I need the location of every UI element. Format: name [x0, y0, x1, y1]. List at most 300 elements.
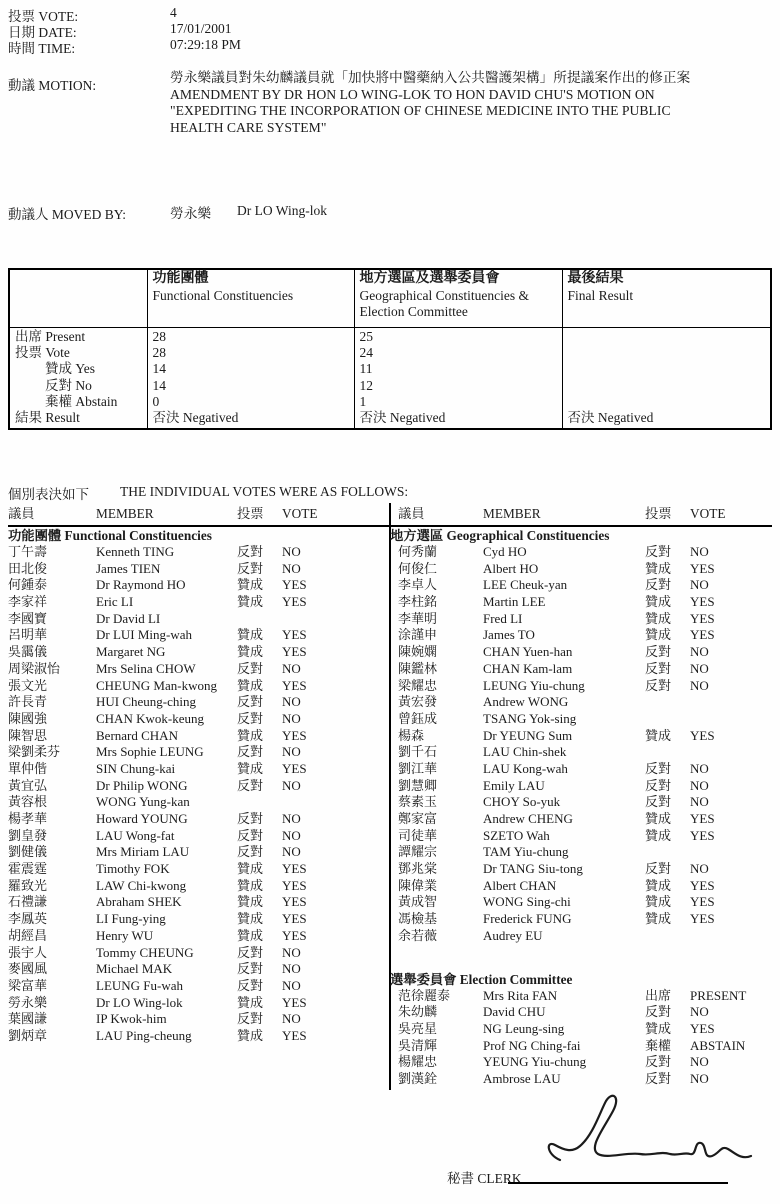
summary-gc-value: 1 — [359, 393, 367, 409]
header-member-en: MEMBER — [96, 506, 154, 521]
member-row — [8, 911, 389, 928]
member-name-cn: 吳亮星 — [398, 1020, 438, 1036]
vote-value-en: NO — [282, 844, 301, 860]
member-row — [8, 561, 389, 578]
sections-right — [390, 527, 772, 1088]
member-row — [390, 1071, 772, 1088]
vote-value-en: NO — [690, 861, 709, 877]
member-name-cn: 吳靄儀 — [8, 644, 48, 660]
member-name-en: CHAN Yuen-han — [483, 644, 573, 660]
vote-value-cn: 反對 — [237, 777, 264, 793]
header-member-cn: 議員 — [398, 506, 425, 521]
member-name-cn: 霍震霆 — [8, 861, 48, 877]
member-name-cn: 鄭家富 — [398, 811, 438, 826]
vote-value-en: NO — [690, 777, 709, 793]
member-name-en: Eric LI — [96, 594, 134, 610]
member-name-en: LAW Chi-kwong — [96, 877, 187, 893]
vote-value-cn: 棄權 — [645, 1037, 672, 1053]
vote-value-cn: 贊成 — [645, 911, 672, 927]
vote-value-cn: 贊成 — [645, 627, 672, 643]
member-row — [8, 961, 389, 978]
summary-fc-value: 否決 Negatived — [152, 409, 239, 425]
vote-value-en: NO — [690, 544, 709, 559]
summary-final-value — [568, 345, 766, 361]
vote-value-cn: 反對 — [237, 844, 264, 860]
vote-value-cn: 反對 — [237, 944, 264, 960]
member-name-cn: 范徐麗泰 — [398, 987, 451, 1003]
member-name-cn: 李家祥 — [8, 594, 48, 610]
individual-intro-en: THE INDIVIDUAL VOTES WERE AS FOLLOWS: — [120, 484, 409, 499]
member-name-en: Audrey EU — [483, 927, 543, 943]
vote-value-en: YES — [282, 644, 307, 660]
motion-line: "EXPEDITING THE INCORPORATION OF CHINESE MEDICINE INTO THE PUBLIC — [170, 103, 671, 119]
member-row — [390, 1054, 772, 1071]
member-row — [390, 988, 772, 1005]
member-name-cn: 涂謹申 — [398, 627, 438, 643]
member-name-en: Frederick FUNG — [483, 911, 572, 927]
summary-gc-value: 12 — [359, 377, 373, 393]
member-name-en: Howard YOUNG — [96, 811, 188, 826]
member-row — [8, 627, 389, 644]
member-row — [8, 644, 389, 661]
vote-value-cn: 贊成 — [237, 627, 264, 643]
member-name-cn: 石禮謙 — [8, 894, 48, 910]
member-name-cn: 梁劉柔芬 — [8, 744, 61, 760]
clerk-label: 秘書 CLERK — [447, 1171, 522, 1186]
vote-value-en: NO — [690, 660, 709, 676]
member-name-en: LEUNG Fu-wah — [96, 977, 184, 993]
member-name-cn: 許長青 — [8, 694, 48, 710]
vote-value-cn: 反對 — [237, 1011, 264, 1027]
member-name-cn: 劉江華 — [398, 760, 438, 776]
summary-final-value — [568, 378, 766, 394]
member-name-cn: 羅致光 — [8, 877, 48, 893]
member-name-cn: 周梁淑怡 — [8, 660, 61, 676]
clerk-signature-line — [508, 1166, 728, 1184]
summary-fc-value: 28 — [152, 345, 166, 361]
summary-header-empty — [9, 269, 147, 328]
vote-value-en: NO — [690, 1004, 709, 1020]
member-name-en: CHAN Kwok-keung — [96, 710, 204, 726]
motion-line: HEALTH CARE SYSTEM" — [170, 119, 327, 135]
summary-header-gc-cn: 地方選區及選舉委員會 — [359, 271, 500, 286]
vote-value-cn: 反對 — [237, 544, 264, 559]
vote-value-en: YES — [690, 610, 715, 626]
member-name-en: Cyd HO — [483, 544, 527, 559]
list-header-left — [8, 505, 389, 527]
vote-value-cn: 反對 — [645, 1054, 672, 1070]
member-name-cn: 田北俊 — [8, 560, 48, 576]
vote-value-cn: 贊成 — [237, 927, 264, 943]
member-name-cn: 胡經昌 — [8, 927, 48, 943]
member-name-cn: 張宇人 — [8, 944, 48, 960]
member-row — [8, 928, 389, 945]
member-name-cn: 楊森 — [398, 727, 425, 743]
member-name-cn: 陳智思 — [8, 727, 48, 743]
vote-value-en: YES — [282, 594, 307, 610]
moved-by-name-cn: 勞永樂 — [170, 206, 212, 221]
member-row — [8, 694, 389, 711]
vote-value-en: NO — [282, 811, 301, 826]
member-name-en: CHOY So-yuk — [483, 794, 561, 810]
time-row — [8, 37, 241, 56]
vote-value-en: YES — [690, 827, 715, 843]
summary-gc-value: 否決 Negatived — [359, 409, 446, 425]
summary-row-label: 結果 Result — [15, 409, 80, 425]
vote-value-cn: 贊成 — [645, 827, 672, 843]
vote-value-en: YES — [282, 911, 307, 927]
vote-value-cn: 反對 — [237, 961, 264, 977]
vote-value-en: NO — [690, 577, 709, 593]
motion-text — [170, 70, 776, 136]
member-name-en: Mrs Rita FAN — [483, 987, 558, 1003]
vote-value-cn: 贊成 — [237, 861, 264, 877]
summary-labels-cell — [9, 328, 147, 430]
member-name-cn: 勞永樂 — [8, 994, 48, 1010]
vote-value-cn: 反對 — [645, 760, 672, 776]
member-name-en: LAU Ping-cheung — [96, 1027, 192, 1043]
member-row — [390, 1004, 772, 1021]
member-name-cn: 丁午壽 — [8, 544, 48, 559]
member-row — [8, 744, 389, 761]
vote-value-cn: 贊成 — [237, 877, 264, 893]
member-name-en: Bernard CHAN — [96, 727, 178, 743]
summary-fc-value: 14 — [152, 361, 166, 377]
vote-value-en: NO — [282, 977, 301, 993]
summary-gc-cell — [354, 328, 562, 430]
vote-value-cn: 贊成 — [237, 644, 264, 660]
votes-column-left — [8, 505, 389, 1045]
member-name-en: LEUNG Yiu-chung — [483, 677, 585, 693]
member-name-en: James TIEN — [96, 560, 161, 576]
vote-value-cn: 反對 — [237, 694, 264, 710]
vote-value-en: YES — [690, 894, 715, 910]
motion-line: AMENDMENT BY DR HON LO WING-LOK TO HON DAVID CHU'S MOTION ON — [170, 86, 655, 102]
member-row — [390, 661, 772, 678]
member-row — [8, 828, 389, 845]
member-name-en: Mrs Selina CHOW — [96, 660, 196, 676]
member-name-cn: 李國寶 — [8, 610, 48, 626]
summary-gc-value: 24 — [359, 345, 373, 361]
vote-value-en: YES — [690, 911, 715, 927]
vote-value-en: YES — [282, 994, 307, 1010]
member-name-en: Kenneth TING — [96, 544, 175, 559]
vote-value-en: YES — [282, 677, 307, 693]
summary-fc-value: 14 — [152, 377, 166, 393]
vote-value-cn: 贊成 — [237, 727, 264, 743]
member-name-cn: 曾鈺成 — [398, 710, 438, 726]
member-row — [390, 627, 772, 644]
vote-value-en: YES — [282, 627, 307, 643]
summary-header-final-en: Final Result — [567, 287, 634, 303]
vote-value-cn: 反對 — [237, 560, 264, 576]
member-name-cn: 楊耀忠 — [398, 1054, 438, 1070]
summary-row-label: 投票 Vote — [15, 345, 70, 361]
member-name-cn: 馮檢基 — [398, 911, 438, 927]
member-name-cn: 何鍾泰 — [8, 577, 48, 593]
member-row — [390, 728, 772, 745]
member-row — [390, 794, 772, 811]
member-name-en: WONG Sing-chi — [483, 894, 571, 910]
member-name-en: TAM Yiu-chung — [483, 844, 569, 860]
member-row — [8, 761, 389, 778]
vote-value-en: YES — [690, 1020, 715, 1036]
member-name-en: CHAN Kam-lam — [483, 660, 573, 676]
member-name-en: LAU Chin-shek — [483, 744, 567, 760]
member-name-en: CHEUNG Man-kwong — [96, 677, 217, 693]
time-value: 07:29:18 PM — [170, 37, 241, 52]
vote-value-cn: 反對 — [645, 861, 672, 877]
vote-value-en: YES — [282, 727, 307, 743]
member-name-cn: 麥國風 — [8, 961, 48, 977]
member-name-cn: 楊孝華 — [8, 811, 48, 826]
vote-value-cn: 贊成 — [237, 911, 264, 927]
vote-value-cn: 贊成 — [237, 994, 264, 1010]
member-row — [8, 711, 389, 728]
vote-value-cn: 贊成 — [645, 610, 672, 626]
summary-final-value — [568, 394, 766, 410]
member-row — [8, 945, 389, 962]
vote-value-en: YES — [690, 727, 715, 743]
summary-table — [8, 268, 772, 430]
member-name-cn: 單仲偕 — [8, 760, 48, 776]
member-name-cn: 黃宏發 — [398, 694, 438, 710]
member-row — [8, 728, 389, 745]
moved-by-name-en: Dr LO Wing-lok — [237, 203, 327, 218]
member-row — [390, 744, 772, 761]
member-name-en: NG Leung-sing — [483, 1020, 565, 1036]
summary-header-final-cn: 最後結果 — [567, 271, 624, 286]
member-name-en: SIN Chung-kai — [96, 760, 176, 776]
moved-by-label: 動議人 MOVED BY: — [8, 207, 127, 222]
member-name-en: Dr Raymond HO — [96, 577, 186, 593]
vote-value-en: YES — [282, 894, 307, 910]
member-name-cn: 蔡素玉 — [398, 794, 438, 810]
member-name-en: Margaret NG — [96, 644, 166, 660]
vote-value-en: NO — [282, 827, 301, 843]
member-name-cn: 劉健儀 — [8, 844, 48, 860]
member-name-cn: 劉慧卿 — [398, 777, 438, 793]
vote-value-cn: 贊成 — [645, 560, 672, 576]
member-name-en: LEE Cheuk-yan — [483, 577, 568, 593]
vote-value-en: YES — [282, 861, 307, 877]
vote-value-en: YES — [690, 560, 715, 576]
section-title: 功能團體 Functional Constituencies — [8, 528, 212, 543]
member-name-cn: 鄧兆棠 — [398, 861, 438, 877]
section-title: 選舉委員會 Election Committee — [390, 971, 573, 987]
vote-value-en: NO — [690, 644, 709, 660]
member-row — [8, 611, 389, 628]
header-member-en: MEMBER — [483, 506, 541, 521]
summary-fc-value: 28 — [152, 329, 166, 344]
member-name-cn: 余若薇 — [398, 927, 438, 943]
vote-value-cn: 反對 — [237, 710, 264, 726]
member-row — [8, 778, 389, 795]
member-name-en: Abraham SHEK — [96, 894, 182, 910]
summary-row-label: 棄權 Abstain — [45, 393, 118, 409]
vote-value-cn: 贊成 — [645, 1020, 672, 1036]
header-vote-en: VOTE — [690, 506, 726, 521]
vote-value-cn: 反對 — [645, 644, 672, 660]
individual-intro-cn: 個別表決如下 — [8, 487, 89, 502]
vote-value-en: YES — [690, 594, 715, 610]
member-name-en: Andrew CHENG — [483, 811, 573, 826]
member-name-en: WONG Yung-kan — [96, 794, 190, 810]
date-row — [8, 21, 232, 40]
vote-value-en: NO — [690, 1070, 709, 1086]
vote-value-en: YES — [282, 927, 307, 943]
vote-value-en: NO — [282, 744, 301, 760]
summary-header-fc — [147, 269, 354, 328]
vote-value-cn: 反對 — [237, 977, 264, 993]
member-name-en: Dr Philip WONG — [96, 777, 188, 793]
vote-value-cn: 贊成 — [237, 1027, 264, 1043]
vote-value-en: NO — [282, 944, 301, 960]
section-title: 地方選區 Geographical Constituencies — [390, 528, 610, 543]
member-row — [390, 811, 772, 828]
sections-left — [8, 527, 389, 1045]
summary-header-fc-cn: 功能團體 — [152, 271, 209, 286]
member-row — [8, 594, 389, 611]
member-name-en: Emily LAU — [483, 777, 545, 793]
member-name-cn: 李鳳英 — [8, 911, 48, 927]
member-name-cn: 譚耀宗 — [398, 844, 438, 860]
summary-header-gc — [354, 269, 562, 328]
summary-final-value — [568, 361, 766, 377]
member-name-en: LI Fung-ying — [96, 911, 166, 927]
member-name-en: Henry WU — [96, 927, 154, 943]
member-row — [390, 561, 772, 578]
member-row — [390, 594, 772, 611]
vote-number-row — [8, 5, 177, 24]
header-vote-cn: 投票 — [645, 506, 672, 521]
member-name-cn: 劉皇發 — [8, 827, 48, 843]
member-name-cn: 李華明 — [398, 610, 438, 626]
vote-value-cn: 反對 — [645, 577, 672, 593]
member-row — [390, 1021, 772, 1038]
vote-value-cn: 贊成 — [237, 760, 264, 776]
vote-value-cn: 贊成 — [645, 594, 672, 610]
vote-value-cn: 反對 — [237, 660, 264, 676]
summary-fc-value: 0 — [152, 393, 160, 409]
member-name-cn: 黃宜弘 — [8, 777, 48, 793]
member-row — [390, 678, 772, 695]
member-name-en: LAU Wong-fat — [96, 827, 175, 843]
summary-fc-cell — [147, 328, 354, 430]
member-name-en: SZETO Wah — [483, 827, 550, 843]
member-name-en: Dr LUI Ming-wah — [96, 627, 193, 643]
vote-value-cn: 贊成 — [237, 594, 264, 610]
member-name-en: Tommy CHEUNG — [96, 944, 194, 960]
vote-value-cn: 反對 — [645, 660, 672, 676]
summary-header-fc-en: Functional Constituencies — [152, 287, 294, 303]
member-name-en: IP Kwok-him — [96, 1011, 167, 1027]
vote-value-cn: 出席 — [645, 987, 672, 1003]
vote-value-cn: 反對 — [645, 544, 672, 559]
member-name-en: Dr David LI — [96, 610, 161, 626]
member-name-cn: 劉炳章 — [8, 1027, 48, 1043]
time-label: 時間 TIME: — [8, 41, 76, 56]
summary-header-final — [562, 269, 771, 328]
summary-gc-value: 25 — [359, 329, 373, 344]
member-row — [390, 928, 772, 945]
member-row — [390, 828, 772, 845]
member-name-en: Albert HO — [483, 560, 539, 576]
vote-value-en: PRESENT — [690, 987, 747, 1003]
member-name-en: Dr TANG Siu-tong — [483, 861, 583, 877]
member-name-cn: 吳清輝 — [398, 1037, 438, 1053]
vote-value-en: YES — [690, 811, 715, 826]
member-name-en: YEUNG Yiu-chung — [483, 1054, 587, 1070]
member-name-en: Ambrose LAU — [483, 1070, 561, 1086]
vote-value-cn: 反對 — [645, 1004, 672, 1020]
member-name-cn: 張文光 — [8, 677, 48, 693]
date-label: 日期 DATE: — [8, 25, 77, 40]
member-name-cn: 何俊仁 — [398, 560, 438, 576]
header-vote-cn: 投票 — [237, 506, 264, 521]
vote-value-cn: 反對 — [237, 744, 264, 760]
member-row — [390, 544, 772, 561]
list-header-right — [390, 505, 772, 527]
member-name-en: Dr YEUNG Sum — [483, 727, 573, 743]
member-row — [8, 844, 389, 861]
member-row — [8, 661, 389, 678]
member-row — [8, 978, 389, 995]
member-name-cn: 陳婉嫻 — [398, 644, 438, 660]
member-name-cn: 梁富華 — [8, 977, 48, 993]
summary-row-label: 反對 No — [45, 377, 92, 393]
member-name-cn: 黃成智 — [398, 894, 438, 910]
vote-value-cn: 反對 — [645, 794, 672, 810]
vote-value-en: YES — [282, 760, 307, 776]
member-row — [8, 577, 389, 594]
member-name-en: TSANG Yok-sing — [483, 710, 577, 726]
summary-header-gc-en: Geographical Constituencies & Election Committee — [359, 287, 529, 319]
member-row — [390, 711, 772, 728]
member-row — [390, 878, 772, 895]
summary-row-label: 出席 Present — [15, 329, 86, 344]
member-name-en: David CHU — [483, 1004, 546, 1020]
vote-value-en: NO — [282, 1011, 301, 1027]
member-row — [8, 1028, 389, 1045]
vote-value-cn: 反對 — [645, 677, 672, 693]
member-name-cn: 陳鑑林 — [398, 660, 438, 676]
member-row — [8, 794, 389, 811]
member-row — [390, 1038, 772, 1055]
member-row — [8, 544, 389, 561]
vote-value-en: YES — [690, 877, 715, 893]
member-row — [8, 1011, 389, 1028]
summary-row-label: 贊成 Yes — [45, 361, 96, 377]
member-row — [390, 894, 772, 911]
vote-value-cn: 贊成 — [645, 811, 672, 826]
member-name-en: James TO — [483, 627, 535, 643]
vote-value-en: NO — [282, 777, 301, 793]
member-name-en: Mrs Sophie LEUNG — [96, 744, 204, 760]
vote-value-en: NO — [690, 760, 709, 776]
member-row — [390, 694, 772, 711]
member-row — [8, 678, 389, 695]
vote-value-en: NO — [690, 1054, 709, 1070]
member-name-en: Timothy FOK — [96, 861, 170, 877]
member-name-en: Martin LEE — [483, 594, 546, 610]
vote-value-cn: 贊成 — [237, 577, 264, 593]
vote-value-en: NO — [690, 677, 709, 693]
vote-value-en: NO — [282, 710, 301, 726]
vote-value-en: NO — [282, 694, 301, 710]
member-name-en: Prof NG Ching-fai — [483, 1037, 581, 1053]
member-name-en: Mrs Miriam LAU — [96, 844, 190, 860]
